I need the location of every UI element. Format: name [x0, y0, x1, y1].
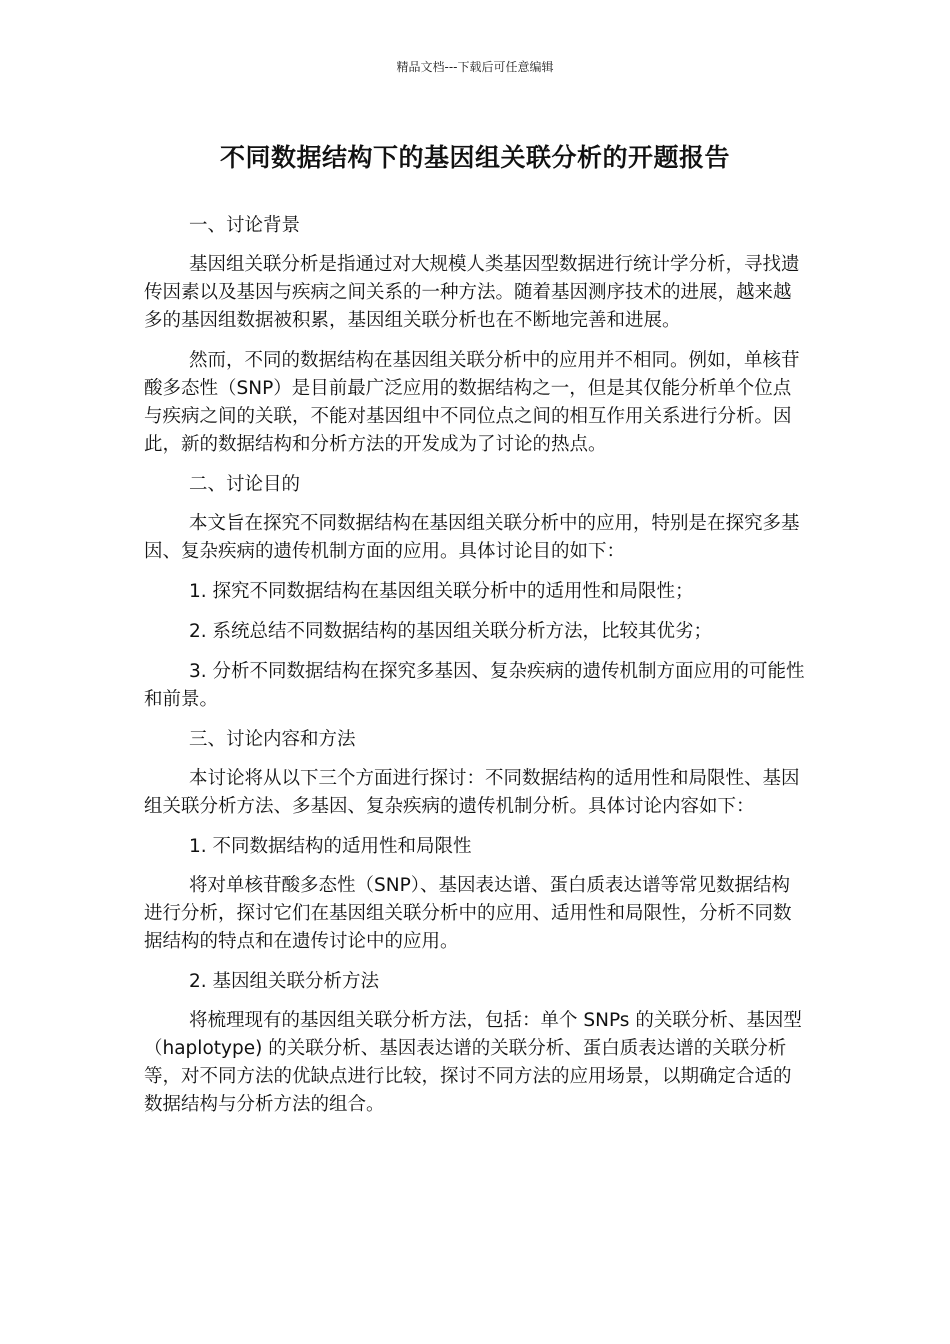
section-heading-background: 一、讨论背景: [189, 215, 301, 236]
paragraph: 本文旨在探究不同数据结构在基因组关联分析中的应用，特别是在探究多基因、复杂疾病的遗传机制方面的应用。具体讨论目的如下：: [144, 513, 800, 562]
list-item: 1. 探究不同数据结构在基因组关联分析中的适用性和局限性；: [189, 581, 694, 602]
section-heading-purpose: 二、讨论目的: [189, 474, 301, 495]
paragraph: 将梳理现有的基因组关联分析方法，包括：单个 SNPs 的关联分析、基因型（haplotype) 的关联分析、基因表达谱的关联分析、蛋白质表达谱的关联分析等，对不同方法的优缺点进行比较，探讨不同方法的应用场景，以期确定合适的数据结构与分析方法的组合。: [144, 1010, 802, 1115]
section-heading-content-methods: 三、讨论内容和方法: [189, 729, 356, 750]
subsection-heading: 2. 基因组关联分析方法: [189, 971, 380, 992]
paragraph: 将对单核苷酸多态性（SNP）、基因表达谱、蛋白质表达谱等常见数据结构进行分析，探讨它们在基因组关联分析中的应用、适用性和局限性，分析不同数据结构的特点和在遗传讨论中的应用。: [144, 875, 792, 952]
document-title: 不同数据结构下的基因组关联分析的开题报告: [219, 143, 730, 172]
page-header: 精品文档---下载后可任意编辑: [396, 60, 554, 74]
document-body: [144, 212, 806, 1131]
paragraph: 本讨论将从以下三个方面进行探讨：不同数据结构的适用性和局限性、基因组关联分析方法、多基因、复杂疾病的遗传机制分析。具体讨论内容如下：: [144, 768, 800, 817]
subsection-heading: 1. 不同数据结构的适用性和局限性: [189, 836, 472, 857]
paragraph: 然而，不同的数据结构在基因组关联分析中的应用并不相同。例如，单核苷酸多态性（SNP）是目前最广泛应用的数据结构之一，但是其仅能分析单个位点与疾病之间的关联，不能对基因组中不同位点之间的相互作用关系进行分析。因此，新的数据结构和分析方法的开发成为了讨论的热点。: [144, 350, 800, 455]
list-item: 2. 系统总结不同数据结构的基因组关联分析方法，比较其优劣；: [189, 621, 713, 642]
paragraph: 基因组关联分析是指通过对大规模人类基因型数据进行统计学分析，寻找遗传因素以及基因与疾病之间关系的一种方法。随着基因测序技术的进展，越来越多的基因组数据被积累，基因组关联分析也在不断地完善和进展。: [144, 254, 800, 331]
list-item: 3. 分析不同数据结构在探究多基因、复杂疾病的遗传机制方面应用的可能性和前景。: [144, 661, 805, 710]
